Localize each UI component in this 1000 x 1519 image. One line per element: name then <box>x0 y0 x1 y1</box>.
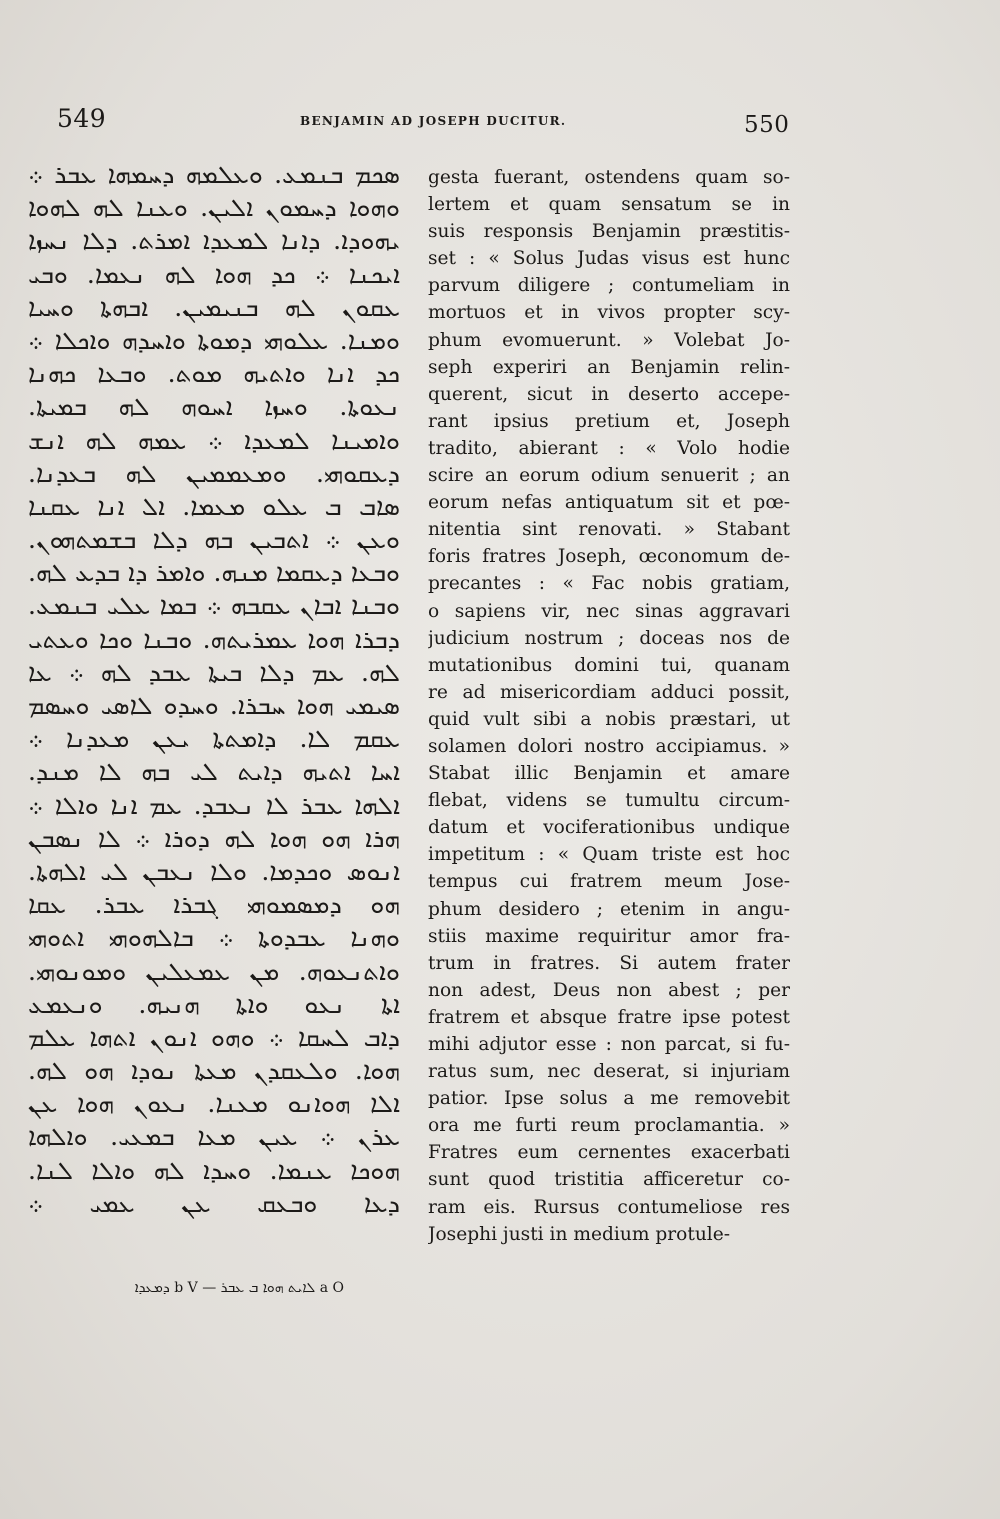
latin-line: Stabat illic Benjamin et amare <box>428 763 790 785</box>
latin-line: mihi adjutor esse : non parcat, si fu- <box>428 1034 790 1055</box>
syriac-line: ܘܐܡܝܢܐ ܠܡܥܕܐ ܀ ܥܡܗ ܠܗ ܐܢܫ <box>28 425 400 455</box>
syriac-line: ܥܩܡ ܠܐ. ܕܐܡܬܬܐ ܝܥܢ ܡܥܕܢܐ ܀ <box>28 724 400 754</box>
latin-line: sunt quod tristitia afficeretur co- <box>428 1169 790 1191</box>
page-number-right: 550 <box>744 112 790 138</box>
latin-line: mutationibus domini tui, quanam <box>428 654 790 676</box>
latin-line: precantes : « Fac nobis gratiam, <box>428 573 790 595</box>
latin-line: judicium nostrum ; doceas nos de <box>428 627 790 649</box>
syriac-text-column <box>28 158 400 1220</box>
syriac-line: ܐܚܐ ܐܬܝܗ ܕܐܝܬ ܠܝ ܒܗ ܠܐ ܡܢܕ. <box>28 757 400 787</box>
syriac-line: ܘܥܢ ܀ ܐܬܒܝܢ ܒܗ ܕܠܐ ܒܫܡܬܗܘܢ. <box>28 525 400 555</box>
syriac-line: ܐܝܟܢܐ ܀ ܟܕ ܗܘܐ ܠܗ ܢܥܡܐ. ܘܒܝ <box>28 259 400 289</box>
latin-line: Josephi justi in medium protule- <box>428 1223 731 1245</box>
latin-text-column <box>428 164 790 1248</box>
latin-line: scire an eorum odium senuerit ; an <box>428 465 790 487</box>
syriac-line: ܕܒܪܐ ܗܘܐ ܥܡܪܝܬܗ. ܘܒܢܐ ܘܟܐ ܘܥܬܝ <box>28 624 400 654</box>
syriac-line: ܐܬܐ ܢܥܘ ܘܐܬܐ ܗܢܝܗ. ܘܢܥܡܥ <box>28 989 400 1019</box>
syriac-line: ܢܥܘܬܐ. ܘܚܙܐ ܐܚܘܗ ܠܗ ܒܡܝܬܐ. <box>28 392 400 422</box>
latin-line: fratrem et absque fratre ipse potest <box>428 1006 790 1028</box>
latin-line: Fratres eum cernentes exacerbati <box>428 1142 790 1164</box>
syriac-line: ܗܘܐ. ܘܠܥܩܕܢ ܡܥܬܐ ܢܘܕܐ ܗܘ ܠܗ. <box>28 1056 400 1086</box>
latin-line: foris fratres Joseph, œconomum de- <box>428 546 790 568</box>
latin-line: impetitum : « Quam triste est hoc <box>428 844 790 866</box>
syriac-line: ܗܘܟܐ ܥܢܡܐ. ܘܚܕܐ ܠܗ ܘܐܠܐ ܠܢܐ. <box>28 1155 400 1185</box>
syriac-line: ܗܪܐ ܗܘ ܗܘܐ ܠܗ ܕܘܪܐ ܀ ܠܐ ܢܣܒܢ <box>28 823 400 853</box>
syriac-line: ܕܐܒ ܠܚܩܐ ܀ ܘܗܘ ܐܢܘܢ ܐܬܗܐ ܥܠܡ <box>28 1022 400 1052</box>
page-header <box>0 104 1000 144</box>
syriac-line: ܘܐܬܢܥܘܗ. ܡܢ ܥܡܥܠܝܢ ܘܡܘܢܘܗܝ. <box>28 956 400 986</box>
latin-line: stiis maxime requiritur amor fra- <box>428 925 790 947</box>
latin-line: rant ipsius pretium et, Joseph <box>428 410 790 432</box>
syriac-line: ܕܥܐ ܘܒܥܩ ܥܢ ܥܡܝ ܀ <box>28 1188 400 1218</box>
latin-line: non adest, Deus non abest ; per <box>428 979 790 1001</box>
latin-line: gesta fuerant, ostendens quam so- <box>428 167 790 188</box>
latin-line: flebat, videns se tumultu circum- <box>428 790 790 812</box>
latin-line: seph experiri an Benjamin relin- <box>428 356 790 378</box>
latin-line: lertem et quam sensatum se in <box>428 194 790 216</box>
syriac-line: ܐܠܐ ܗܘܐܢܘ ܡܥܢܐ. ܢܥܘܢ ܗܘܐ ܥܢ <box>28 1089 400 1119</box>
latin-line: quid vult sibi a nobis præstari, ut <box>428 708 790 730</box>
syriac-line: ܣܐܒ ܒ ܥܠܘ ܡܥܡܐ. ܐܠ ܐܢܐ ܥܩܢܐ <box>28 491 400 521</box>
latin-line: solamen dolori nostro accipiamus. » <box>428 735 790 757</box>
footnote: a O ܠܐܝܬ ܗܘܐ ܒ ܥܒܪ — b V ܕܡܥܕܐ <box>134 1280 344 1296</box>
syriac-line: ܐܢܘܣ ܘܟܕܡܐ. ܘܠܐ ܢܥܒܢ ܠܝ ܐܠܗܬܐ. <box>28 856 400 886</box>
page-number-left: 549 <box>57 104 107 133</box>
latin-line: ram eis. Rursus contumeliose res <box>428 1196 790 1218</box>
latin-line: parvum diligere ; contumeliam in <box>428 275 790 297</box>
latin-line: phum evomuerunt. » Volebat Jo- <box>428 329 790 351</box>
latin-line: ora me furti reum proclamantia. » <box>428 1115 790 1137</box>
syriac-line: ܐܠܗܐ ܥܒܪ ܠܐ ܢܥܒܕ. ܥܡ ܐܢܐ ܘܐܠܐ ܀ <box>28 790 400 820</box>
syriac-line: ܘܒܢܐ ܐܒܐܢ ܥܩܒܗ ܀ ܒܡܐ ܥܠܝ ܒܢܡܥ. <box>28 591 400 621</box>
latin-line: trum in fratres. Si autem frater <box>428 952 790 974</box>
running-title: BENJAMIN AD JOSEPH DUCITUR. <box>300 114 567 128</box>
latin-line: tradito, abierant : « Volo hodie <box>428 437 790 459</box>
latin-line: re ad misericordiam adduci possit, <box>428 681 790 703</box>
syriac-line: ܝܗܘܕܐ. ܕܐܢܐ ܠܡܥܕܐ ܐܡܪܬ. ܕܠܐ ܢܚܙܐ <box>28 226 400 256</box>
syriac-line: ܘܡܢܐ. ܥܠܘܗܝ ܕܡܘܬܐ ܘܐܚܕܗ ܘܐܟܠܐ ܀ <box>28 325 400 355</box>
latin-line: datum et vociferationibus undique <box>428 817 790 839</box>
syriac-line: ܘܗܢܐ ܥܒܕܘܬܐ ܀ ܒܐܠܗܘܗܝ ܐܬܘܗܝ <box>28 923 400 953</box>
latin-line: mortuos et in vivos propter scy- <box>428 302 790 324</box>
syriac-line: ܠܗ. ܥܡ ܕܠܐ ܒܝܬܐ ܥܒܕ ܠܗ ܀ ܥܐ <box>28 657 400 687</box>
syriac-line: ܣܝܡܝ ܗܘܐ ܚܒܪܐ. ܘܚܕܘ ܠܐܣܝ ܘܚܣܡ <box>28 691 400 720</box>
latin-line: o sapiens vir, nec sinas aggravari <box>428 600 790 622</box>
latin-line: suis responsis Benjamin præstitis- <box>428 221 790 243</box>
latin-line: set : « Solus Judas visus est hunc <box>428 248 790 270</box>
syriac-line: ܘܗܘܐ ܕܚܡܘܢ ܐܠܝܢ. ܘܥܢܐ ܠܗ ܠܗܘܐ <box>28 193 400 223</box>
syriac-line: ܟܕ ܐܢܐ ܘܐܬܝܗ ܡܘܬ. ܘܒܥܐ ܟܗܢܐ <box>28 359 400 389</box>
latin-line: querent, sicut in deserto accepe- <box>428 383 790 405</box>
latin-line: phum desidero ; etenim in angu- <box>428 898 790 920</box>
latin-line: ratus sum, nec deserat, si injuriam <box>428 1061 790 1083</box>
latin-line: eorum nefas antiquatum sit et pœ- <box>428 492 790 514</box>
syriac-line: ܕܥܩܘܗܝ. ܘܡܥܡܡܝܢ ܠܗ ܒܥܕܢܐ. <box>28 458 400 488</box>
syriac-line: ܘܒܥܐ ܕܥܩܡܐ ܡܢܗ. ܘܐܡܪ ܕܐ ܒܕܥ ܠܗ. <box>28 558 400 588</box>
latin-line: nitentia sint renovati. » Stabant <box>428 519 790 541</box>
syriac-line: ܥܩܘܢ ܠܗ ܒܢܝܡܝܢ. ܐܒܗܬܐ ܘܚܝܐ <box>28 292 400 322</box>
syriac-line: ܣܟܡ ܒܢܡܥ. ܘܥܠܡܗ ܕܚܡܗܐ ܥܒܪ ܀ <box>28 160 400 189</box>
latin-line: patior. Ipse solus a me removebit <box>428 1088 790 1110</box>
syriac-line: ܥܪܢ ܀ ܥܝܢ ܡܥܐ ܒܡܥܝ. ܘܐܠܗܐ <box>28 1122 400 1152</box>
latin-line: tempus cui fratrem meum Jose- <box>428 871 790 893</box>
syriac-line: ܗܘ ܕܡܣܡܘܗܝ ܓܒܪܐ ܥܒܪ. ܥܩܐ <box>28 890 400 920</box>
